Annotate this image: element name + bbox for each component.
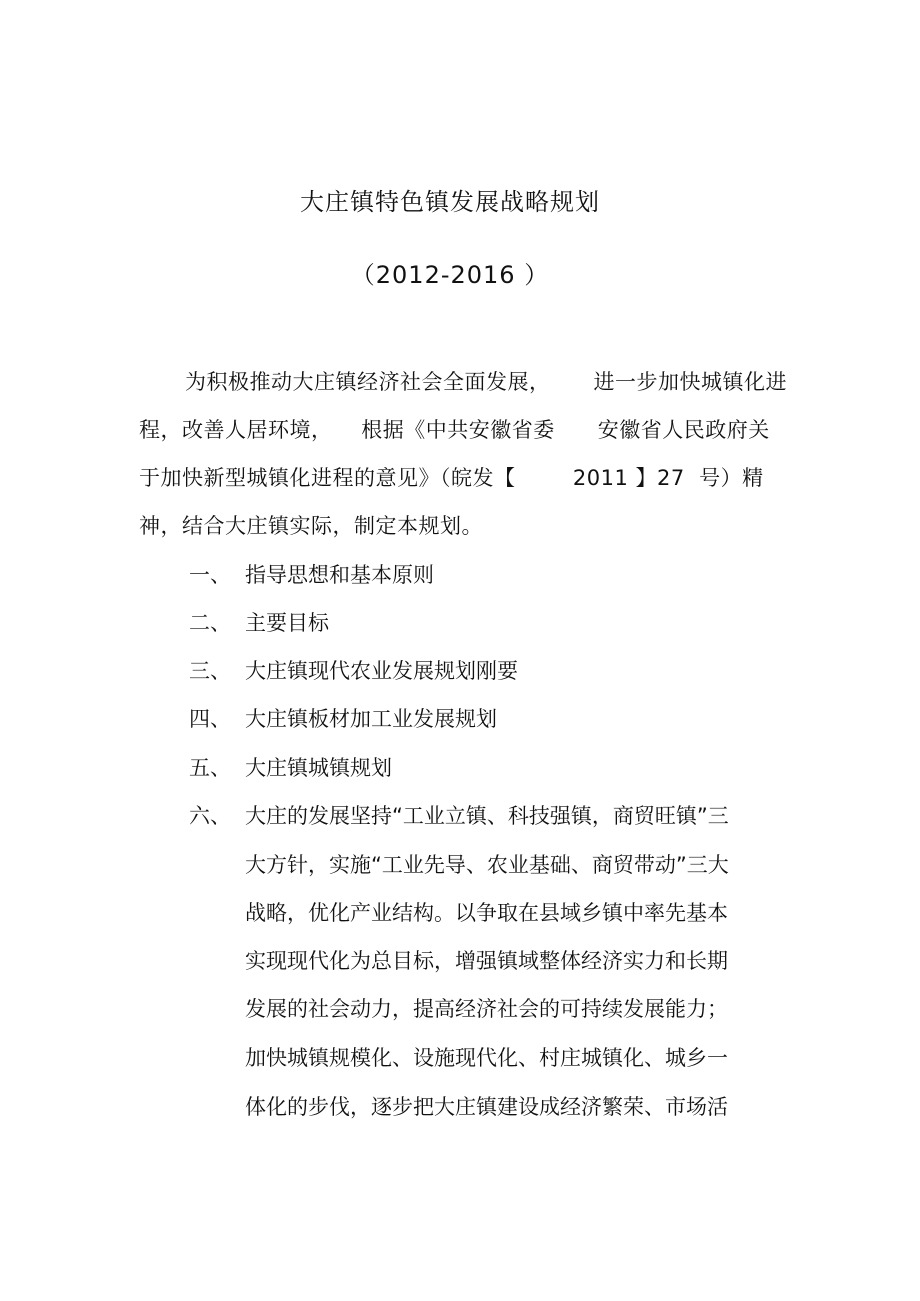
outline-number: 五、 <box>189 756 231 780</box>
intro-line: 神，结合大庄镇实际，制定本规划。 <box>139 514 483 538</box>
outline-text: 大庄镇现代农业发展规划刚要 <box>245 659 518 683</box>
outline-number: 一、 <box>189 563 231 587</box>
intro-line: 程，改善人居环境， 根据《中共安徽省委 安徽省人民政府关 <box>139 418 770 442</box>
outline-number: 六、 <box>189 804 231 828</box>
continuation-line: 大方针，实施“工业先导、农业基础、商贸带动”三大 <box>245 853 729 877</box>
intro-line: 为积极推动大庄镇经济社会全面发展， 进一步加快城镇化进 <box>185 370 788 394</box>
outline-text: 指导思想和基本原则 <box>245 563 434 587</box>
continuation-line: 发展的社会动力，提高经济社会的可持续发展能力； <box>245 997 728 1021</box>
continuation-line: 战略，优化产业结构。以争取在县域乡镇中率先基本 <box>245 901 728 925</box>
intro-line: 于加快新型城镇化进程的意见》（皖发【 2011 】27 号）精 <box>139 466 764 490</box>
continuation-line: 加快城镇规模化、设施现代化、村庄城镇化、城乡一 <box>245 1046 728 1070</box>
continuation-line: 体化的步伐，逐步把大庄镇建设成经济繁荣、市场活 <box>245 1095 728 1119</box>
document-period: （2012-2016 ） <box>350 261 550 289</box>
continuation-line: 实现现代化为总目标，增强镇域整体经济实力和长期 <box>245 949 728 973</box>
outline-text: 主要目标 <box>245 611 329 635</box>
outline-text: 大庄的发展坚持“工业立镇、科技强镇，商贸旺镇”三 <box>245 804 729 828</box>
outline-number: 三、 <box>189 659 231 683</box>
outline-text: 大庄镇板材加工业发展规划 <box>245 707 497 731</box>
outline-text: 大庄镇城镇规划 <box>245 756 392 780</box>
outline-number: 四、 <box>189 707 231 731</box>
outline-number: 二、 <box>189 611 231 635</box>
document-title: 大庄镇特色镇发展战略规划 <box>300 188 600 216</box>
